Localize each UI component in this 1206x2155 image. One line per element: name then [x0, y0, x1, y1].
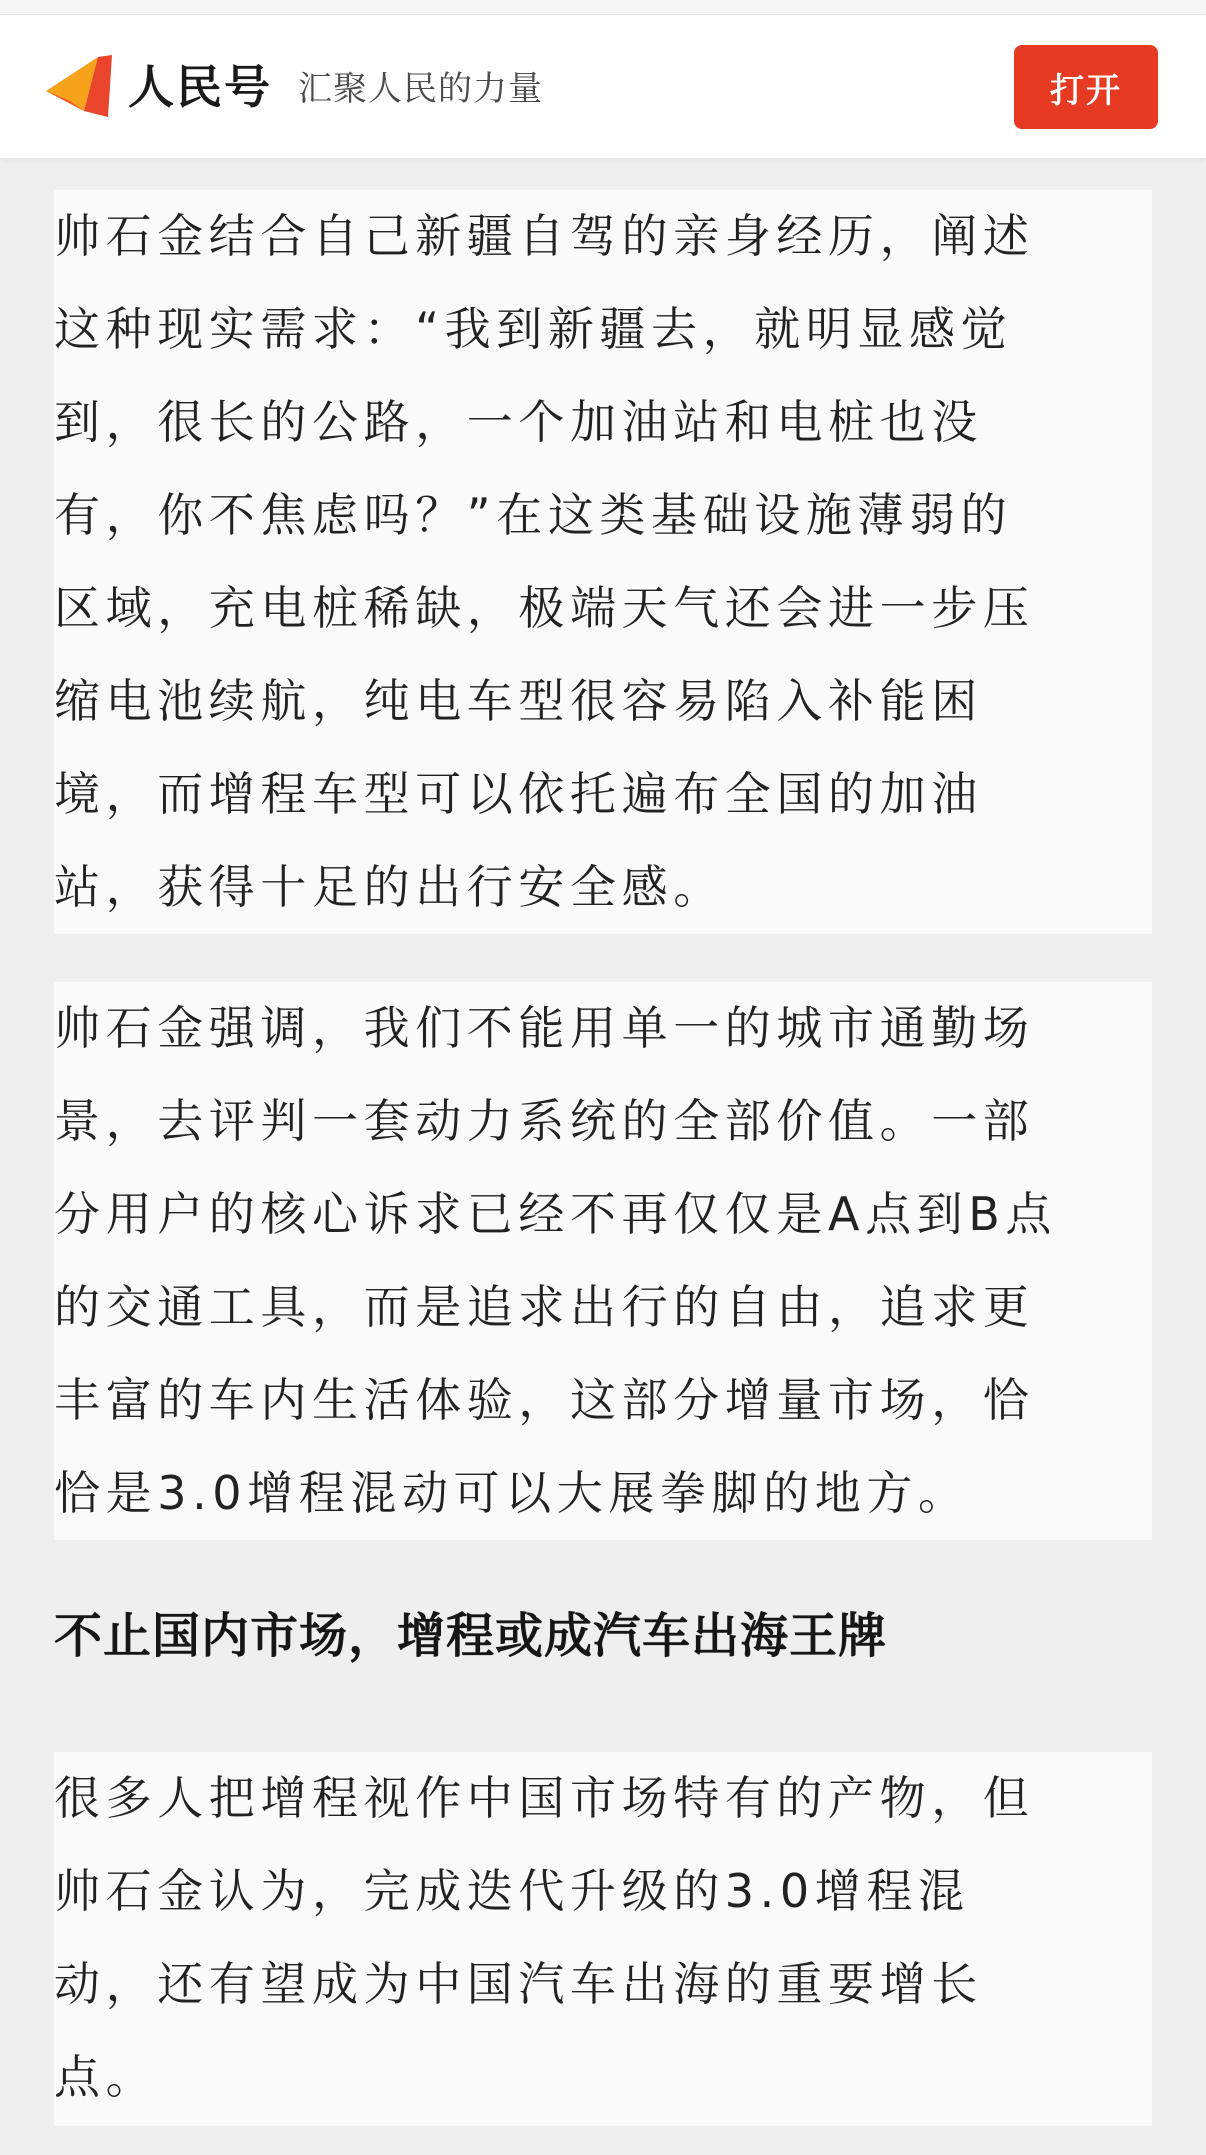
paragraph-line: 动，还有望成为中国汽车出海的重要增长 [54, 1957, 983, 2011]
paragraph-line: 站，获得十足的出行安全感。 [54, 860, 725, 914]
paragraph-line: 分用户的核心诉求已经不再仅仅是A点到B点 [54, 1187, 1058, 1241]
paragraph-line: 境，而增程车型可以依托遍布全国的加油 [54, 767, 983, 821]
article-paragraph-2 [54, 982, 1152, 1540]
article-paragraph-3 [54, 1752, 1152, 2126]
paragraph-line: 区域，充电桩稀缺，极端天气还会进一步压 [54, 581, 1035, 635]
app-header [0, 15, 1206, 158]
paragraph-line: 景，去评判一套动力系统的全部价值。一部 [54, 1094, 1035, 1148]
paragraph-line: 点。 [54, 2050, 158, 2104]
slogan: 汇聚人民的力量 [298, 69, 543, 109]
paragraph-line: 到，很长的公路，一个加油站和电桩也没 [54, 395, 983, 449]
paragraph-line: 有，你不焦虑吗？”在这类基础设施薄弱的 [54, 488, 1013, 542]
paragraph-line: 的交通工具，而是追求出行的自由，追求更 [54, 1280, 1035, 1334]
paragraph-line: 帅石金强调，我们不能用单一的城市通勤场 [54, 1001, 1035, 1055]
paragraph-line: 缩电池续航，纯电车型很容易陷入补能困 [54, 674, 983, 728]
renminhao-logo-icon [46, 55, 116, 119]
paragraph-line: 这种现实需求：“我到新疆去，就明显感觉 [54, 302, 1013, 356]
article-paragraph-1 [54, 190, 1152, 934]
open-app-button[interactable]: 打开 [1014, 45, 1158, 129]
logo-text: 人民号 [128, 60, 272, 114]
paragraph-line: 帅石金认为，完成迭代升级的3.0增程混 [54, 1864, 970, 1918]
paragraph-line: 恰是3.0增程混动可以大展拳脚的地方。 [54, 1466, 970, 1520]
section-subheading: 不止国内市场，增程或成汽车出海王牌 [54, 1608, 888, 1664]
paragraph-line: 帅石金结合自己新疆自驾的亲身经历，阐述 [54, 209, 1035, 263]
paragraph-line: 丰富的车内生活体验，这部分增量市场，恰 [54, 1373, 1035, 1427]
top-strip [0, 0, 1206, 15]
paragraph-line: 很多人把增程视作中国市场特有的产物，但 [54, 1771, 1035, 1825]
